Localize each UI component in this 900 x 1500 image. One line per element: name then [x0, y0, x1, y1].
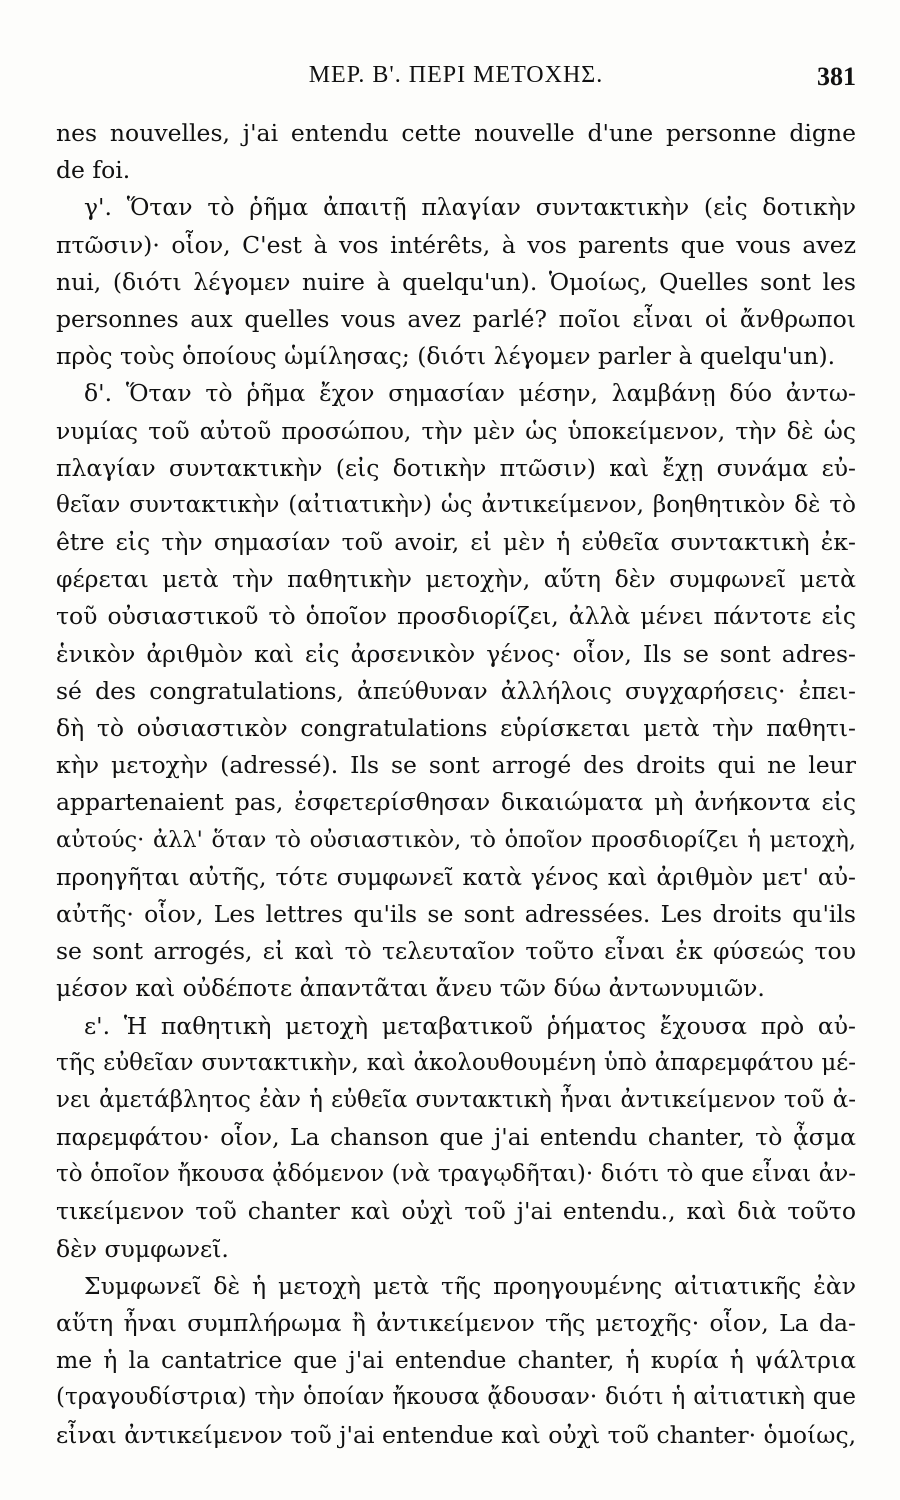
- text-line: de foi.: [56, 156, 131, 185]
- text-line: μέσον καὶ οὐδέποτε ἀπαντᾶται ἄνευ τῶν δύω ἀντωνυμιῶν.: [56, 974, 765, 1003]
- text-line: αὐτούς· ἀλλ' ὅταν τὸ οὐσιαστικὸν, τὸ ὁποῖον προσδιορίζει ἡ μετοχὴ,: [56, 826, 856, 853]
- running-head: [56, 62, 856, 98]
- text-line: personnes aux quelles vous avez parlé? ποῖοι εἶναι οἱ ἄνθρωποι: [56, 304, 856, 333]
- text-line: τῆς εὐθεῖαν συντακτικὴν, καὶ ἀκολουθουμένη ὑπὸ ἀπαρεμφάτου μέ-: [56, 1049, 856, 1076]
- text-line: δὴ τὸ οὐσιαστικὸν congratulations εὑρίσκεται μετὰ τὴν παθητι-: [56, 714, 856, 742]
- text-line: τὸ ὁποῖον ἤκουσα ᾀδόμενον (νὰ τραγῳδῆται)· διότι τὸ que εἶναι ἀν-: [56, 1161, 856, 1188]
- text-line: (τραγουδίστρια) τὴν ὁποίαν ἤκουσα ᾄδουσαν· διότι ἡ αἰτιατικὴ que: [56, 1384, 856, 1411]
- text-line: nes nouvelles, j'ai entendu cette nouvelle d'une personne digne: [56, 119, 856, 147]
- text-line: ἑνικὸν ἀριθμὸν καὶ εἰς ἀρσενικὸν γένος· οἷον, Ils se sont adres-: [56, 639, 856, 668]
- text-line: sé des congratulations, ἀπεύθυναν ἀλλήλοις συγχαρήσεις· ἐπει-: [56, 676, 856, 705]
- text-line: Συμφωνεῖ δὲ ἡ μετοχὴ μετὰ τῆς προηγουμένης αἰτιατικῆς ἐὰν: [84, 1271, 856, 1300]
- running-title: ΜΕΡ. Β'. ΠΕΡΙ ΜΕΤΟΧΗΣ.: [308, 62, 604, 88]
- text-line: τικείμενον τοῦ chanter καὶ οὐχὶ τοῦ j'ai entendu., καὶ διὰ τοῦτο: [56, 1197, 856, 1226]
- text-line: se sont arrogés, εἰ καὶ τὸ τελευταῖον τοῦτο εἶναι ἐκ φύσεώς του: [56, 937, 856, 966]
- text-line: εἶναι ἀντικείμενον τοῦ j'ai entendue καὶ οὐχὶ τοῦ chanter· ὁμοίως,: [56, 1420, 856, 1449]
- body-text: [56, 115, 856, 1454]
- text-line: ε'. Ἡ παθητικὴ μετοχὴ μεταβατικοῦ ῥήματος ἔχουσα πρὸ αὐ-: [84, 1011, 856, 1040]
- text-line: nui, (διότι λέγομεν nuire à quelqu'un). Ὁμοίως, Quelles sont les: [56, 267, 856, 296]
- text-line: αὐτῆς· οἷον, Les lettres qu'ils se sont adressées. Les droits qu'ils: [56, 899, 856, 928]
- text-line: γ'. Ὅταν τὸ ῥῆμα ἀπαιτῇ πλαγίαν συντακτικὴν (εἰς δοτικὴν: [84, 193, 856, 222]
- text-line: πτῶσιν)· οἷον, C'est à vos intérêts, à vos parents que vous avez: [56, 230, 856, 259]
- text-line: δ'. Ὅταν τὸ ῥῆμα ἔχον σημασίαν μέσην, λαμβάνῃ δύο ἀντω-: [84, 379, 856, 408]
- text-line: τοῦ οὐσιαστικοῦ τὸ ὁποῖον προσδιορίζει, ἀλλὰ μένει πάντοτε εἰς: [56, 602, 856, 631]
- text-line: être εἰς τὴν σημασίαν τοῦ avoir, εἰ μὲν ἡ εὐθεῖα συντακτικὴ ἐκ-: [56, 528, 856, 557]
- text-line: παρεμφάτου· οἷον, La chanson que j'ai entendu chanter, τὸ ᾆσμα: [56, 1123, 856, 1152]
- text-line: αὕτη ἦναι συμπλήρωμα ἢ ἀντικείμενον τῆς μετοχῆς· οἷον, La da-: [56, 1309, 856, 1337]
- text-line: φέρεται μετὰ τὴν παθητικὴν μετοχὴν, αὕτη δὲν συμφωνεῖ μετὰ: [56, 565, 856, 594]
- text-line: θεῖαν συντακτικὴν (αἰτιατικὴν) ὡς ἀντικείμενον, βοηθητικὸν δὲ τὸ: [56, 491, 856, 518]
- text-line: δὲν συμφωνεῖ.: [56, 1234, 229, 1263]
- text-line: appartenaient pas, ἐσφετερίσθησαν δικαιώματα μὴ ἀνήκοντα εἰς: [56, 788, 856, 817]
- text-line: νει ἀμετάβλητος ἐὰν ἡ εὐθεῖα συντακτικὴ ἦναι ἀντικείμενον τοῦ ἀ-: [56, 1086, 856, 1113]
- text-line: προηγῆται αὐτῆς, τότε συμφωνεῖ κατὰ γένος καὶ ἀριθμὸν μετ' αὐ-: [56, 862, 856, 891]
- page-number: 381: [817, 62, 856, 91]
- text-line: κὴν μετοχὴν (adressé). Ils se sont arrogé des droits qui ne leur: [56, 751, 856, 780]
- text-line: πλαγίαν συντακτικὴν (εἰς δοτικὴν πτῶσιν) καὶ ἔχῃ συνάμα εὐ-: [56, 453, 856, 482]
- text-line: νυμίας τοῦ αὐτοῦ προσώπου, τὴν μὲν ὡς ὑποκείμενον, τὴν δὲ ὡς: [56, 416, 856, 445]
- text-line: πρὸς τοὺς ὁποίους ὡμίλησας; (διότι λέγομεν parler à quelqu'un).: [56, 342, 836, 371]
- text-line: me ἡ la cantatrice que j'ai entendue chanter, ἡ κυρία ἡ ψάλτρια: [56, 1346, 856, 1375]
